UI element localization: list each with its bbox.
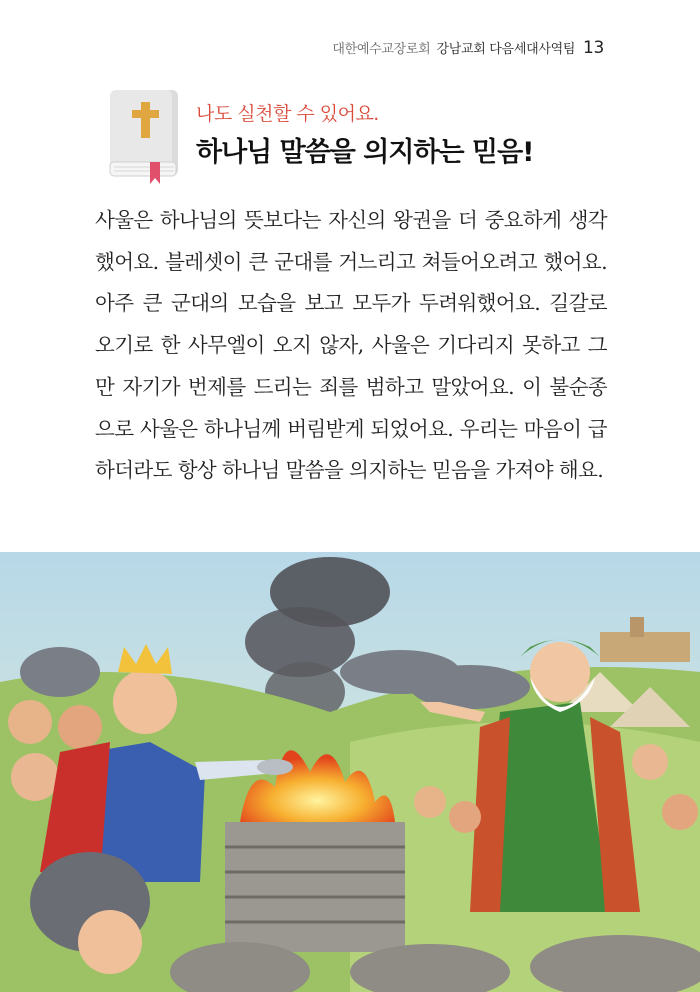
page-number: 13 [582, 38, 604, 58]
section-subtitle: 나도 실천할 수 있어요. [196, 103, 379, 125]
page-header [332, 38, 604, 58]
altar [225, 822, 405, 952]
bible-book-icon [108, 88, 180, 184]
organization-name: 대한예수교장로회 [332, 42, 431, 57]
body-paragraph: 사울은 하나님의 뜻보다는 자신의 왕권을 더 중요하게 생각했어요. 블레셋이 큰 군대를 거느리고 쳐들어오려고 했어요. 아주 큰 군대의 모습을 보고 모두가 두려워했어요. 길갈로 오기로 한 사무엘이 오지 않자, 사울은 기다리지 못하고 그만 자기가 번제를 드리는 죄를 범하고 말았어요. 이 불순종으로 사울은 하나님께 버림받게 되었어요. 우리는 마음이 급하더라도 항상 하나님 말씀을 의지하는 믿음을 가져야 해요. [95, 208, 607, 483]
section-title: 하나님 말씀을 의지하는 믿음! [196, 137, 534, 168]
ministry-name: 강남교회 다음세대사역팀 [436, 42, 576, 57]
illustration-saul-offering [0, 552, 700, 992]
bookmark-icon [150, 162, 160, 184]
